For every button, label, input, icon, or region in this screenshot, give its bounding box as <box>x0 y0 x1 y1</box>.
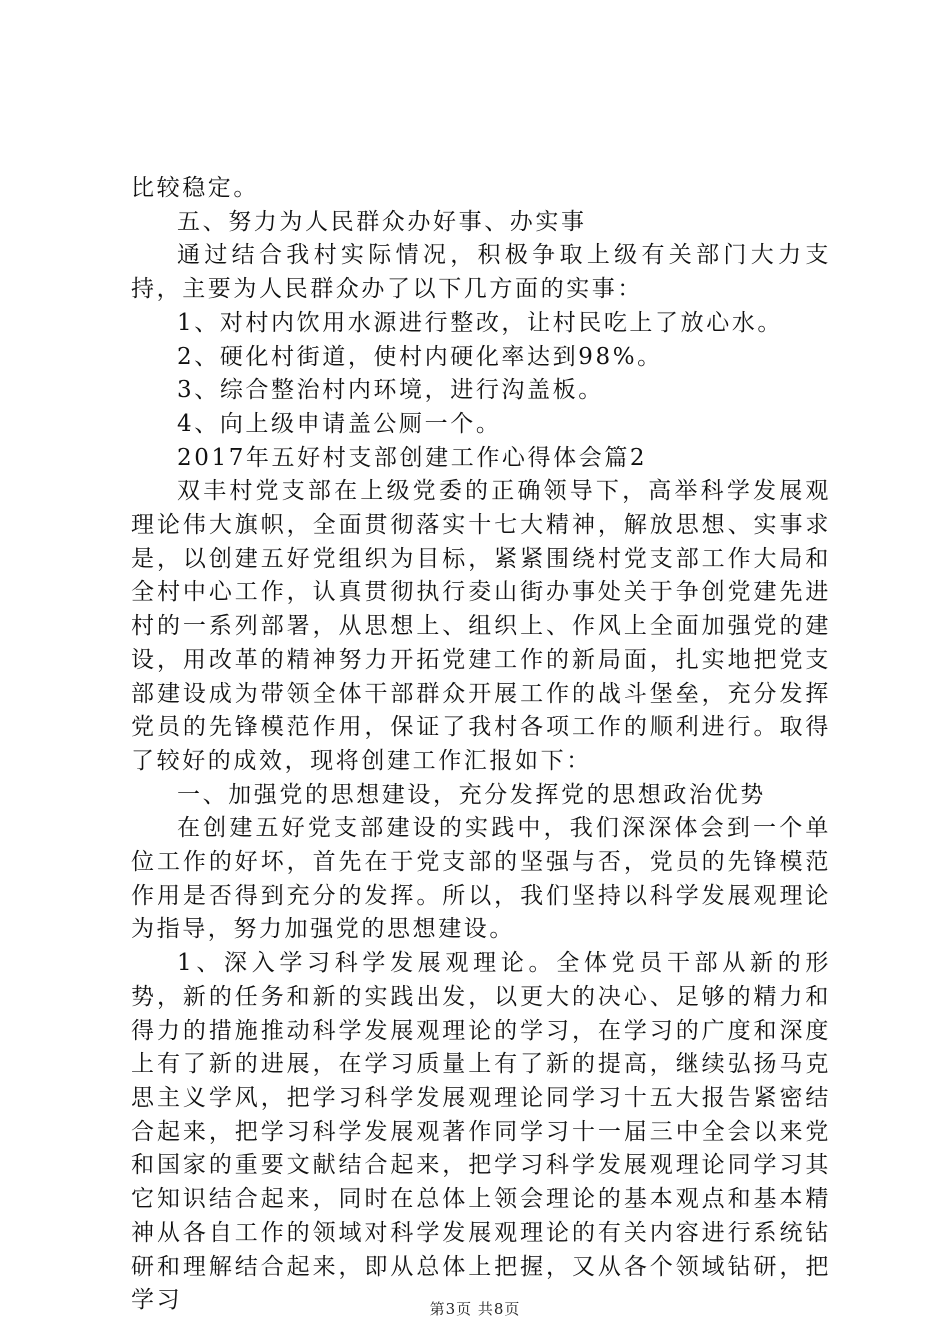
paragraph: 比较稳定。 <box>131 175 259 201</box>
paragraph: 通过结合我村实际情况，积极争取上级有关部门大力支持，主要为人民群众办了以下几方面的实事： <box>131 242 831 303</box>
article-title: 2017年五好村支部创建工作心得体会篇2 <box>177 444 648 471</box>
section-heading: 一、加强党的思想建设，充分发挥党的思想政治优势 <box>177 781 766 808</box>
paragraph: 在创建五好党支部建设的实践中，我们深深体会到一个单位工作的好坏，首先在于党支部的坚强与否，党员的先锋模范作用是否得到充分的发挥。所以，我们坚持以科学发展观理论为指导，努力加强党的思想建设。 <box>131 815 831 943</box>
list-item: 3、综合整治村内环境，进行沟盖板。 <box>177 377 604 404</box>
section-heading: 五、努力为人民群众办好事、办实事 <box>177 208 587 235</box>
paragraph: 1、深入学习科学发展观理论。全体党员干部从新的形势，新的任务和新的实践出发，以更大的决心、足够的精力和得力的措施推动科学发展观理论的学习，在学习的广度和深度上有了新的进展，在学习质量上有了新的提高，继续弘扬马克思主义学风，把学习科学发展观理论同学习十五大报告紧密结合起来，把学习科学发展观著作同学习十一届三中全会以来党和国家的重要文献结合起来，把学习科学发展观理论同学习其它知识结合起来，同时在总体上领会理论的基本观点和基本精神从各自工作的领域对科学发展观理论的有关内容进行系统钻研和理解结合起来，即从总体上把握，又从各个领域钻研，把学习 <box>131 950 831 1314</box>
paragraph: 双丰村党支部在上级党委的正确领导下，高举科学发展观理论伟大旗帜，全面贯彻落实十七大精神，解放思想、实事求是，以创建五好党组织为目标，紧紧围绕村党支部工作大局和全村中心工作，认真贯彻执行夌山街办事处关于争创党建先进村的一系列部署，从思想上、组织上、作风上全面加强党的建设，用改革的精神努力开拓党建工作的新局面，扎实地把党支部建设成为带领全体干部群众开展工作的战斗堡垒，充分发挥党员的先锋模范作用，保证了我村各项工作的顺利进行。取得了较好的成效，现将创建工作汇报如下： <box>131 478 831 774</box>
list-item: 4、向上级申请盖公厕一个。 <box>177 410 502 437</box>
page-number: 第3页 共8页 <box>429 1300 521 1318</box>
list-item: 1、对村内饮用水源进行整改，让村民吃上了放心水。 <box>177 309 784 336</box>
document-body <box>131 172 831 1318</box>
list-item: 2、硬化村街道，使村内硬化率达到98%。 <box>177 343 663 370</box>
